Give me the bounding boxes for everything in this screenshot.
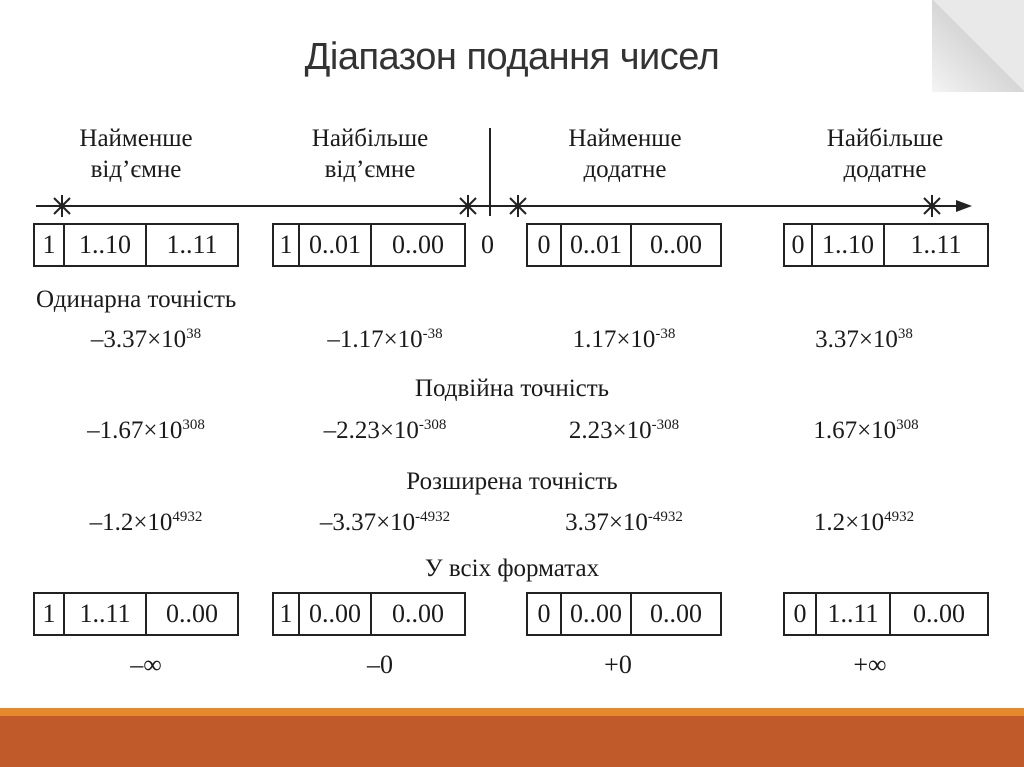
special-neg-zero: –0 bbox=[367, 650, 393, 679]
sign-bit: 1 bbox=[42, 230, 56, 259]
single-precision-label: Одинарна точність bbox=[36, 286, 237, 313]
double-value-max-negative bbox=[270, 417, 500, 445]
single-value-min-negative bbox=[31, 326, 261, 354]
star-marker-max-negative bbox=[457, 195, 479, 217]
star-marker-max-positive bbox=[921, 195, 943, 217]
header-line-1: Найбільше bbox=[311, 125, 429, 152]
mantissa-bits: 0..00 bbox=[145, 594, 237, 634]
value-base: –3.37×10 bbox=[319, 509, 416, 536]
sign-bit: 0 bbox=[537, 230, 551, 259]
sign-bit: 0 bbox=[791, 230, 805, 259]
value-exponent: 308 bbox=[896, 417, 919, 433]
single-value-max-positive bbox=[749, 326, 979, 354]
value-exponent: 38 bbox=[186, 326, 202, 342]
value-base: 2.23×10 bbox=[568, 417, 652, 444]
value-base: 3.37×10 bbox=[565, 509, 648, 536]
slide-title: Діапазон подання чисел bbox=[304, 36, 720, 78]
axis-arrowhead bbox=[956, 200, 972, 212]
single-value-min-positive bbox=[509, 326, 739, 354]
value-exponent: 38 bbox=[897, 326, 913, 342]
format-box-min-positive bbox=[526, 223, 722, 267]
sign-bit: 1 bbox=[42, 599, 56, 628]
value-exponent: -4932 bbox=[647, 509, 683, 525]
header-line-2: від’ємне bbox=[324, 156, 416, 183]
sign-bit: 0 bbox=[793, 599, 807, 628]
double-value-min-positive bbox=[509, 417, 739, 445]
format-box-min-negative bbox=[33, 223, 239, 267]
extended-value-max-positive bbox=[749, 509, 979, 537]
footer-accent-stripe bbox=[0, 708, 1024, 716]
value-base: 1.67×10 bbox=[813, 417, 897, 444]
value-exponent: 308 bbox=[182, 417, 205, 433]
exponent-bits: 0..00 bbox=[298, 594, 370, 634]
header-line-2: додатне bbox=[843, 156, 927, 183]
mantissa-bits: 0..00 bbox=[370, 594, 464, 634]
header-line-1: Найбільше bbox=[826, 125, 944, 152]
exponent-bits: 0..01 bbox=[298, 225, 370, 265]
special-pos-zero: +0 bbox=[604, 650, 632, 679]
format-box-neg-zero bbox=[272, 592, 466, 636]
exponent-bits: 1..10 bbox=[811, 225, 883, 265]
format-box-neg-infinity bbox=[33, 592, 239, 636]
value-exponent: -308 bbox=[651, 417, 680, 433]
header-line-1: Найменше bbox=[79, 125, 193, 152]
header-line-1: Найменше bbox=[568, 125, 682, 152]
extended-precision-label: Розширена точність bbox=[406, 468, 618, 495]
all-formats-label: У всіх форматах bbox=[424, 555, 600, 582]
value-base: –2.23×10 bbox=[323, 417, 419, 444]
header-line-2: від’ємне bbox=[90, 156, 182, 183]
format-box-max-positive bbox=[783, 223, 989, 267]
format-box-pos-infinity bbox=[783, 592, 989, 636]
extended-value-min-positive bbox=[509, 509, 739, 537]
single-value-max-negative bbox=[270, 326, 500, 354]
exponent-bits: 1..11 bbox=[63, 594, 145, 634]
sign-bit: 1 bbox=[279, 599, 293, 628]
footer-band bbox=[0, 716, 1024, 767]
value-base: 3.37×10 bbox=[815, 326, 898, 353]
sign-bit: 0 bbox=[537, 599, 551, 628]
double-value-min-negative bbox=[31, 417, 261, 445]
mantissa-bits: 0..00 bbox=[370, 225, 464, 265]
value-base: –1.17×10 bbox=[327, 326, 423, 353]
mantissa-bits: 0..00 bbox=[630, 594, 720, 634]
exponent-bits: 1..11 bbox=[815, 594, 889, 634]
value-exponent: -38 bbox=[422, 326, 443, 342]
value-exponent: 4932 bbox=[884, 509, 915, 525]
header-line-2: додатне bbox=[583, 156, 667, 183]
special-pos-infinity: +∞ bbox=[853, 650, 887, 679]
value-base: –1.67×10 bbox=[87, 417, 183, 444]
zero-label: 0 bbox=[481, 230, 494, 259]
value-exponent: 4932 bbox=[172, 509, 203, 525]
exponent-bits: 0..00 bbox=[560, 594, 630, 634]
value-exponent: -308 bbox=[418, 417, 447, 433]
value-base: –1.2×10 bbox=[89, 509, 173, 536]
extended-value-min-negative bbox=[31, 509, 261, 537]
value-base: 1.2×10 bbox=[813, 509, 885, 536]
value-base: –3.37×10 bbox=[90, 326, 187, 353]
mantissa-bits: 1..11 bbox=[145, 225, 237, 265]
exponent-bits: 1..10 bbox=[63, 225, 145, 265]
format-box-pos-zero bbox=[526, 592, 722, 636]
double-value-max-positive bbox=[751, 417, 981, 445]
star-marker-min-positive bbox=[507, 195, 529, 217]
value-exponent: -4932 bbox=[415, 509, 451, 525]
mantissa-bits: 0..00 bbox=[889, 594, 987, 634]
special-neg-infinity: –∞ bbox=[130, 650, 162, 679]
mantissa-bits: 1..11 bbox=[883, 225, 987, 265]
extended-value-max-negative bbox=[270, 509, 500, 537]
mantissa-bits: 0..00 bbox=[630, 225, 720, 265]
value-exponent: -38 bbox=[655, 326, 676, 342]
format-box-max-negative bbox=[272, 223, 466, 267]
double-precision-label: Подвійна точність bbox=[414, 375, 610, 402]
sign-bit: 1 bbox=[279, 230, 293, 259]
number-axis bbox=[0, 0, 1024, 240]
exponent-bits: 0..01 bbox=[560, 225, 630, 265]
star-marker-min-negative bbox=[51, 195, 73, 217]
value-base: 1.17×10 bbox=[572, 326, 656, 353]
